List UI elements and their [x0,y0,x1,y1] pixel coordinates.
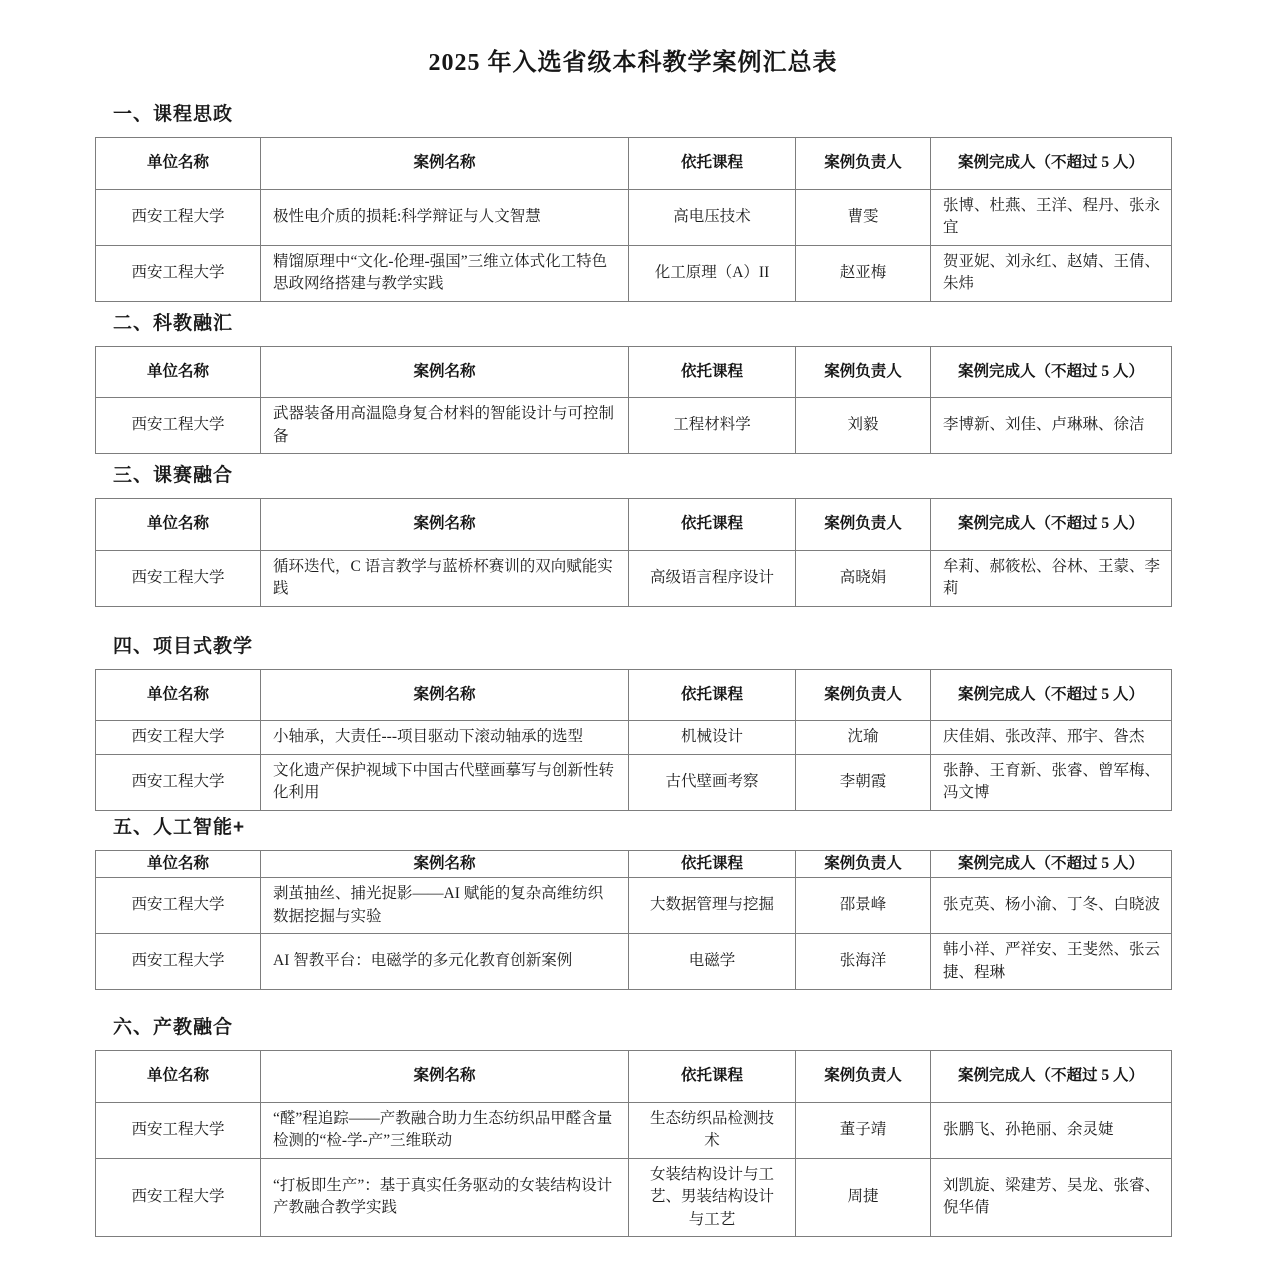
cell-leader: 赵亚梅 [796,245,931,301]
col-header-case-name: 案例名称 [261,850,629,878]
table-row [96,398,1172,454]
cell-course: 生态纺织品检测技术 [629,1102,796,1158]
col-header-case-name: 案例名称 [261,138,629,190]
col-header-course: 依托课程 [629,346,796,398]
table-header-row [96,138,1172,190]
cell-members: 刘凯旋、梁建芳、吴龙、张睿、倪华倩 [931,1158,1172,1237]
table-body [96,398,1172,454]
col-header-leader: 案例负责人 [796,499,931,551]
col-header-case-name: 案例名称 [261,669,629,721]
cell-case-name: 小轴承，大责任---项目驱动下滚动轴承的选型 [261,721,629,755]
cell-unit-name: 西安工程大学 [96,754,261,810]
col-header-case-name: 案例名称 [261,499,629,551]
section-heading: 一、课程思政 [113,104,234,125]
section-heading: 六、产教融合 [113,1017,234,1038]
col-header-leader: 案例负责人 [796,850,931,878]
col-header-course: 依托课程 [629,138,796,190]
table-body [96,878,1172,990]
col-header-case-name: 案例名称 [261,346,629,398]
table-row [96,878,1172,934]
section-heading: 四、项目式教学 [113,635,254,657]
table-row [96,189,1172,245]
cell-members: 贺亚妮、刘永红、赵婧、王倩、朱炜 [931,245,1172,301]
col-header-leader: 案例负责人 [796,1051,931,1103]
cell-course: 工程材料学 [629,398,796,454]
case-section [95,815,1171,991]
col-header-unit: 单位名称 [96,850,261,878]
col-header-leader: 案例负责人 [796,669,931,721]
case-table [95,137,1172,302]
table-row [96,754,1172,810]
col-header-course: 依托课程 [629,669,796,721]
cell-leader: 董子靖 [796,1102,931,1158]
cell-members: 韩小祥、严祥安、王斐然、张云捷、程琳 [931,934,1172,990]
cell-leader: 刘毅 [796,398,931,454]
col-header-members: 案例完成人（不超过 5 人） [931,346,1172,398]
cell-members: 张静、王育新、张睿、曾军梅、冯文博 [931,754,1172,810]
cell-members: 牟莉、郝筱松、谷林、王蒙、李莉 [931,550,1172,606]
col-header-course: 依托课程 [629,499,796,551]
cell-unit-name: 西安工程大学 [96,245,261,301]
case-table [95,346,1172,455]
table-header-row [96,1051,1172,1103]
cell-case-name: “醛”程追踪——产教融合助力生态纺织品甲醛含量检测的“检-学-产”三维联动 [261,1102,629,1158]
cell-unit-name: 西安工程大学 [96,1102,261,1158]
cell-case-name: 极性电介质的损耗:科学辩证与人文智慧 [261,189,629,245]
table-header-row [96,499,1172,551]
cell-unit-name: 西安工程大学 [96,189,261,245]
cell-case-name: 文化遗产保护视域下中国古代壁画摹写与创新性转化利用 [261,754,629,810]
page-title: 2025 年入选省级本科教学案例汇总表 [428,50,838,76]
col-header-unit: 单位名称 [96,499,261,551]
col-header-members: 案例完成人（不超过 5 人） [931,138,1172,190]
cell-case-name: 循环迭代，C 语言教学与蓝桥杯赛训的双向赋能实践 [261,550,629,606]
cell-case-name: 精馏原理中“文化-伦理-强国”三维立体式化工特色思政网络搭建与教学实践 [261,245,629,301]
case-section [95,1015,1171,1237]
cell-course: 电磁学 [629,934,796,990]
cell-unit-name: 西安工程大学 [96,398,261,454]
cell-leader: 周捷 [796,1158,931,1237]
case-section [95,634,1171,811]
table-row [96,1102,1172,1158]
cell-leader: 张海洋 [796,934,931,990]
section-heading: 五、人工智能+ [113,816,246,838]
col-header-unit: 单位名称 [96,669,261,721]
cell-course: 女装结构设计与工艺、男装结构设计与工艺 [629,1158,796,1237]
cell-members: 李博新、刘佳、卢琳琳、徐洁 [931,398,1172,454]
case-table [95,669,1172,811]
section-heading: 二、科教融汇 [113,312,234,334]
col-header-unit: 单位名称 [96,346,261,398]
col-header-leader: 案例负责人 [796,138,931,190]
col-header-members: 案例完成人（不超过 5 人） [931,669,1172,721]
cell-leader: 沈瑜 [796,721,931,755]
cell-unit-name: 西安工程大学 [96,1158,261,1237]
section-heading: 三、课赛融合 [113,465,234,486]
col-header-course: 依托课程 [629,1051,796,1103]
table-header-row [96,669,1172,721]
cell-unit-name: 西安工程大学 [96,878,261,934]
cell-case-name: 剥茧抽丝、捕光捉影——AI 赋能的复杂高维纺织数据挖掘与实验 [261,878,629,934]
case-section [95,311,1171,455]
case-table [95,498,1172,607]
table-row [96,721,1172,755]
table-row [96,934,1172,990]
cell-case-name: 武器装备用高温隐身复合材料的智能设计与可控制备 [261,398,629,454]
col-header-members: 案例完成人（不超过 5 人） [931,499,1172,551]
table-row [96,550,1172,606]
col-header-case-name: 案例名称 [261,1051,629,1103]
table-header-row [96,850,1172,878]
cell-course: 高电压技术 [629,189,796,245]
cell-unit-name: 西安工程大学 [96,934,261,990]
case-section [95,102,1171,302]
col-header-unit: 单位名称 [96,138,261,190]
cell-leader: 李朝霞 [796,754,931,810]
case-section [95,463,1171,607]
cell-leader: 高晓娟 [796,550,931,606]
cell-members: 张博、杜燕、王洋、程丹、张永宜 [931,189,1172,245]
cell-unit-name: 西安工程大学 [96,550,261,606]
table-body [96,721,1172,811]
table-body [96,1102,1172,1237]
cell-members: 张鹏飞、孙艳丽、余灵婕 [931,1102,1172,1158]
cell-course: 机械设计 [629,721,796,755]
table-row [96,245,1172,301]
table-body [96,189,1172,301]
cell-leader: 邵景峰 [796,878,931,934]
cell-course: 古代壁画考察 [629,754,796,810]
col-header-leader: 案例负责人 [796,346,931,398]
cell-case-name: AI 智教平台：电磁学的多元化教育创新案例 [261,934,629,990]
col-header-members: 案例完成人（不超过 5 人） [931,1051,1172,1103]
cell-course: 高级语言程序设计 [629,550,796,606]
sections-container [95,102,1171,1237]
table-header-row [96,346,1172,398]
cell-members: 张克英、杨小渝、丁冬、白晓波 [931,878,1172,934]
col-header-course: 依托课程 [629,850,796,878]
col-header-members: 案例完成人（不超过 5 人） [931,850,1172,878]
cell-members: 庆佳娟、张改萍、邢宇、昝杰 [931,721,1172,755]
table-row [96,1158,1172,1237]
cell-course: 化工原理（A）II [629,245,796,301]
cell-case-name: “打板即生产”：基于真实任务驱动的女装结构设计产教融合教学实践 [261,1158,629,1237]
col-header-unit: 单位名称 [96,1051,261,1103]
table-body [96,550,1172,606]
case-table [95,850,1172,991]
cell-leader: 曹雯 [796,189,931,245]
case-table [95,1050,1172,1237]
cell-unit-name: 西安工程大学 [96,721,261,755]
cell-course: 大数据管理与挖掘 [629,878,796,934]
